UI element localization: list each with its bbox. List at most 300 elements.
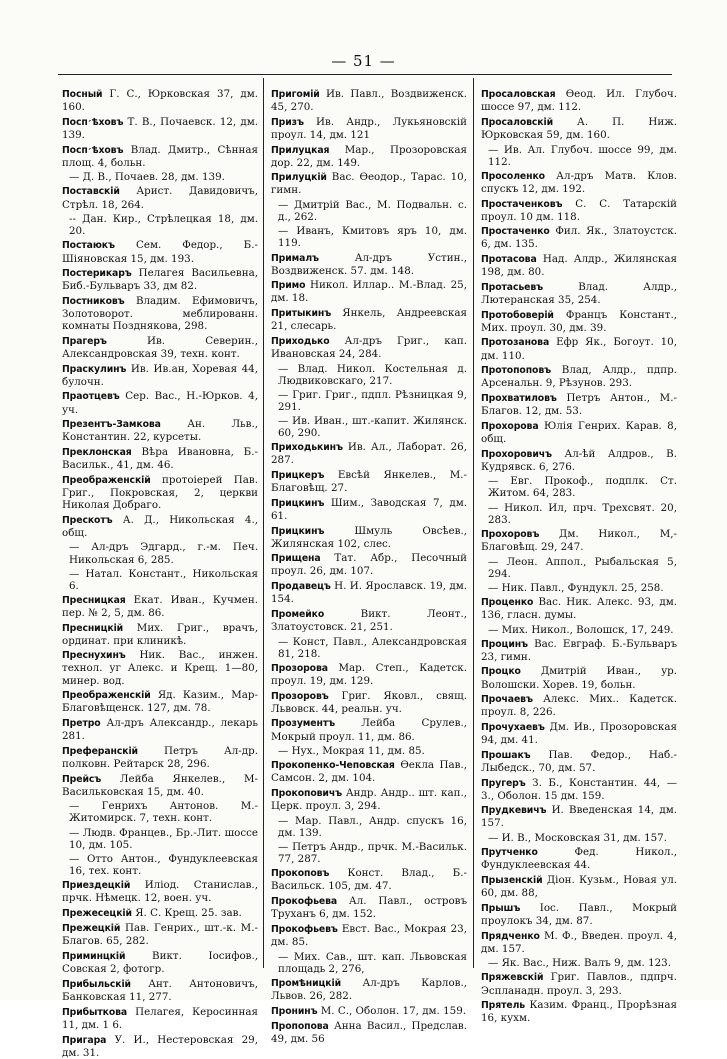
- directory-entry: [271, 923, 467, 948]
- directory-entry: [481, 721, 677, 746]
- directory-entry: [481, 832, 677, 844]
- directory-entry: [62, 213, 258, 237]
- entry-surname: Пригара: [62, 1034, 107, 1046]
- entry-surname: Преферанскій: [62, 745, 138, 757]
- entry-details: — Д. В., Почаев. 28, дм. 139.: [69, 171, 225, 184]
- column-2: [271, 88, 468, 1046]
- entry-details: — Ив. Ал. Глубоч. шоссе 99, дм. 112.: [488, 143, 677, 168]
- entry-surname: Прокоповичъ: [271, 788, 342, 800]
- entry-details: — Генрихъ Антонов. М.-Житомирск. 7, техн. конт.: [69, 800, 258, 825]
- directory-entry: [271, 662, 467, 687]
- directory-entry: [271, 171, 467, 196]
- directory-entry: [62, 950, 258, 975]
- entry-surname: Поставскій: [62, 186, 120, 198]
- entry-details: Вас. Өеодор., Тарас. 10, гимн.: [271, 171, 467, 197]
- entry-surname: Преображенскій: [62, 690, 151, 702]
- entry-details: Ал-дръ Матв. Клов. спускъ 12, дм. 192.: [481, 169, 677, 195]
- directory-entry: [62, 568, 258, 592]
- entry-surname: Приходькинъ: [271, 442, 343, 454]
- entry-details: Лейба Срулев., Мокрый проул. 11, дм. 86.: [271, 717, 467, 743]
- entry-details: Ив. Павл., Воздвиженск. 45, 270.: [271, 88, 467, 114]
- entry-details: Над. Алдр., Жилянская 198, дм. 80.: [481, 253, 677, 279]
- directory-entry: [62, 1034, 258, 1059]
- entry-surname: Праотцевъ: [62, 391, 120, 403]
- entry-details: Ник. Вас., инжен. технол. уг Алекс. и Крещ. 1—80, минер. вод.: [62, 649, 258, 687]
- directory-entry: [271, 636, 467, 660]
- entry-details: Ив. Ал., Лаборат. 26, 287.: [271, 441, 467, 467]
- directory-entry: [271, 759, 467, 784]
- entry-details: Екат. Иван., Кучмен. пер. № 2, 5, дм. 86.: [62, 593, 258, 619]
- directory-entry: [62, 474, 258, 511]
- entry-details: — Иванъ, Кмитовъ яръ 10, дм. 119.: [278, 225, 467, 250]
- entry-surname: Прутченко: [481, 847, 538, 859]
- directory-entry: [62, 446, 258, 471]
- entry-surname: Прохорова: [481, 420, 539, 432]
- entry-details: — Натал. Констант., Никольская 6.: [69, 567, 258, 592]
- directory-entry: [481, 448, 677, 473]
- entry-details: Лейба Янкелев., М-Васильковская 15, дм. 40.: [62, 772, 258, 798]
- entry-surname: Прежецкій: [62, 923, 121, 935]
- entry-surname: Прицкеръ: [271, 469, 325, 481]
- entry-details: — Никол. Ил, прч. Трехсвят. 20, 283.: [488, 501, 677, 526]
- entry-details: Өекла Пав., Самсон. 2, дм. 104.: [271, 759, 467, 785]
- entry-details: — Отто Антон., Фундуклеевская 16, тех. конт.: [69, 852, 258, 877]
- entry-surname: Постаюкъ: [62, 240, 115, 252]
- entry-surname: Прескотъ: [62, 514, 113, 526]
- entry-surname: Продавецъ: [271, 581, 331, 593]
- directory-entry: [481, 556, 677, 580]
- entry-details: — Леон. Аппол., Рыбальская 5, 294.: [488, 555, 677, 580]
- directory-entry: [481, 638, 677, 663]
- directory-entry: [481, 957, 677, 969]
- entry-surname: Преображенскій: [62, 474, 151, 486]
- directory-entry: [62, 239, 258, 264]
- entry-surname: Посп׳ѣховъ: [62, 144, 124, 156]
- entry-details: Алекс. Мих.. Кадетск. проул. 8, 226.: [481, 693, 677, 719]
- entry-surname: Протозанова: [481, 337, 550, 349]
- entry-surname: Постниковъ: [62, 295, 125, 307]
- entry-details: Ал-ѣй Алдров., В. Кудрявск. 6, 276.: [481, 447, 677, 473]
- entry-details: А. П. Ниж. Юрковская 59, дм. 160.: [481, 115, 677, 141]
- entry-details: Пав. Генрих., шт.-к. М.-Благов. 65, 282.: [62, 922, 258, 948]
- entry-surname: Протасова: [481, 254, 537, 266]
- entry-surname: Примо: [271, 280, 306, 292]
- entry-surname: Прочухаевъ: [481, 722, 545, 733]
- directory-entry: [481, 281, 677, 306]
- column-3: [481, 88, 678, 1025]
- entry-details: Ал-дръ Карлов., Львов. 26, 282.: [271, 976, 467, 1002]
- entry-details: Пелагея, Керосинная 11, дм. 1 6.: [62, 1005, 258, 1031]
- directory-entry: [62, 853, 258, 877]
- directory-entry: [271, 895, 467, 920]
- entry-surname: Претро: [62, 718, 101, 729]
- directory-entry: [271, 580, 467, 605]
- entry-details: Янкель, Андреевская 21, слесарь.: [271, 307, 467, 333]
- entry-details: Вас. Евграф. Б.-Бульваръ 23, гимн.: [481, 637, 677, 663]
- directory-entry: [271, 199, 467, 223]
- directory-entry: [62, 185, 258, 210]
- entry-surname: Пряжевскій: [481, 972, 544, 984]
- directory-entry: [481, 749, 677, 774]
- directory-entry: [271, 88, 467, 113]
- directory-entry: [271, 867, 467, 892]
- directory-entry: [271, 441, 467, 466]
- directory-entry: [271, 717, 467, 742]
- entry-details: — Влад. Никол. Костельная д. Людвиковскаго, 217.: [278, 362, 467, 387]
- entry-surname: Пругеръ: [481, 777, 526, 789]
- entry-surname: Прохватиловъ: [481, 393, 557, 404]
- entry-details: — Людв. Францев., Бр.-Лит. шоссе 10, дм. 105.: [69, 826, 258, 851]
- directory-entry: [271, 525, 467, 550]
- entry-surname: Посный: [62, 89, 103, 100]
- entry-details: — Мих. Никол., Волошск, 17, 249.: [488, 623, 674, 636]
- directory-entry: [481, 309, 677, 334]
- entry-details: Конст. Влад., Б.-Васильск. 105, дм. 47.: [271, 867, 467, 893]
- entry-surname: Просоленко: [481, 170, 545, 182]
- entry-details: М. Ф., Введен. проул. 4, дм. 157.: [481, 929, 677, 955]
- entry-details: Вас. Ник. Алекс. 93, дм. 136, гласн. думы.: [481, 595, 677, 621]
- directory-entry: [481, 804, 677, 829]
- entry-details: Т. В., Почаевск. 12, дм. 139.: [62, 115, 258, 141]
- directory-entry: [62, 88, 258, 113]
- entry-surname: Пронинъ: [271, 1005, 318, 1017]
- directory-entry: [481, 846, 677, 871]
- entry-surname: Прокофьевъ: [271, 923, 338, 935]
- column-1: [62, 88, 259, 1059]
- entry-details: З. Б., Константин. 44, — 3., Оболон. 15 дм. 159.: [481, 776, 677, 802]
- entry-details: Тат. Абр., Песочный проул. 26, дм. 107.: [271, 552, 467, 578]
- directory-entry: [62, 541, 258, 565]
- entry-details: Владим. Ефимовичъ, Золотоворот. меблированн. комнаты Позднякова, 298.: [62, 294, 258, 333]
- entry-details: Арист. Давидовичъ, Стрѣл. 18, 264.: [62, 185, 258, 211]
- entry-details: — Як. Вас., Ниж. Валъ 9, дм. 123.: [488, 957, 672, 970]
- directory-entry: [62, 295, 258, 332]
- directory-entry: [481, 420, 677, 445]
- directory-entry: [271, 225, 467, 249]
- directory-entry: [62, 171, 258, 183]
- entry-details: Шмуль Овсѣев., Жилянская 102, слес.: [271, 524, 467, 550]
- directory-entry: [62, 594, 258, 619]
- directory-entry: [62, 773, 258, 798]
- directory-entry: [271, 497, 467, 522]
- entry-surname: Призъ: [271, 116, 304, 128]
- entry-surname: Притыкинъ: [271, 308, 332, 320]
- entry-details: Евст. Вас., Мокрая 23, дм. 85.: [271, 922, 467, 948]
- directory-entry: [62, 800, 258, 824]
- directory-entry: [481, 475, 677, 499]
- directory-entry: [481, 777, 677, 802]
- entry-surname: Прызенскій: [481, 875, 543, 886]
- entry-surname: Приминцкій: [62, 951, 126, 963]
- entry-details: Ал-дръ Григ., кап. Ивановская 24, 284.: [271, 334, 467, 360]
- entry-surname: Прядченко: [481, 930, 540, 942]
- entry-details: Петръ Ал-др. полковн. Рейтарск 28, 296.: [62, 744, 258, 770]
- entry-details: Я. С. Крещ. 25. зав.: [135, 906, 242, 919]
- entry-details: Ан. Льв., Константин. 22, курсеты.: [62, 418, 258, 444]
- entry-details: Ал-дръ Александр., лекарь 281.: [62, 717, 258, 743]
- directory-entry: [481, 198, 677, 223]
- directory-entry: [481, 596, 677, 621]
- column-divider: [473, 78, 474, 968]
- directory-entry: [62, 363, 258, 388]
- directory-entry: [481, 665, 677, 690]
- directory-entry: [481, 336, 677, 361]
- directory-entry: [62, 689, 258, 714]
- entry-details: Пелагея Васильевна, Биб.-Бульваръ 33, дм 82.: [62, 267, 258, 293]
- directory-entry: [62, 144, 258, 169]
- entry-surname: Прагеръ: [62, 335, 107, 347]
- entry-surname: Прицкинъ: [271, 525, 325, 537]
- entry-surname: Прокопенко-Чеповская: [271, 760, 395, 772]
- entry-surname: Протобоверій: [481, 309, 554, 321]
- directory-entry: [271, 841, 467, 865]
- entry-surname: Промейко: [271, 608, 325, 620]
- entry-details: Ив. Андр., Лукьяновскій проул. 14, дм. 121: [271, 115, 467, 141]
- entry-details: — И. В., Московская 31, дм. 157.: [488, 832, 668, 845]
- directory-entry: [481, 624, 677, 636]
- entry-details: Яд. Казим., Мар-Благовѣщенск. 127, дм. 78.: [62, 689, 258, 715]
- directory-entry: [481, 874, 677, 899]
- entry-details: — Дмитрій Вас., М. Подвальн. с. д., 262.: [278, 199, 467, 224]
- entry-details: Викт. Іосифов., Совская 2, фотогр.: [62, 950, 258, 976]
- entry-details: Иліод. Станислав., прчк. Нѣмецк. 12, воен. уч.: [62, 878, 258, 904]
- entry-surname: Прозорова: [271, 662, 328, 674]
- directory-entry: [271, 977, 467, 1002]
- directory-entry: [481, 144, 677, 168]
- entry-details: — Евг. Прокоф., подплк. Ст. Житом. 64, 283.: [488, 475, 677, 500]
- entry-surname: Проценко: [481, 596, 534, 608]
- entry-surname: Просаловскій: [481, 116, 554, 128]
- entry-details: Фил. Як., Златоустск. 6, дм. 135.: [481, 225, 677, 251]
- entry-surname: Прудкевичъ: [481, 805, 547, 817]
- entry-details: Ант. Антоновичъ, Банковская 11, 277.: [62, 977, 258, 1004]
- directory-entry: [62, 649, 258, 686]
- entry-details: И. Введенская 14, дм. 157.: [481, 804, 677, 830]
- entry-surname: Прохоровъ: [481, 528, 540, 540]
- entry-surname: Прокоповъ: [271, 868, 330, 880]
- entry-details: Шим., Заводская 7, дм. 61.: [271, 496, 467, 522]
- entry-details: — Нух., Мокрая 11, дм. 85.: [278, 745, 425, 758]
- entry-surname: Посп׳ѣховъ: [62, 116, 124, 128]
- directory-entry: [271, 951, 467, 975]
- entry-surname: Пропопова: [271, 1021, 329, 1033]
- directory-entry: [271, 335, 467, 360]
- entry-surname: Прышъ: [481, 902, 521, 914]
- directory-entry: [271, 690, 467, 715]
- entry-details: — Ал-дръ Эдгард., г.-м. Печ. Никольская 6, 285.: [69, 541, 258, 566]
- entry-surname: Пригомій: [271, 89, 320, 100]
- page-number: — 51 —: [331, 52, 396, 70]
- entry-surname: Преснухинъ: [62, 650, 126, 662]
- entry-details: Н. И. Ярославск. 19, дм. 154.: [271, 580, 468, 606]
- entry-surname: Праскулинъ: [62, 363, 127, 375]
- entry-details: — Ник. Павл., Фундукл. 25, 258.: [488, 581, 664, 594]
- directory-entry: [271, 363, 467, 387]
- directory-entry: [271, 469, 467, 494]
- entry-details: Евсѣй Янкелев., М.-Благовѣщ. 27.: [271, 468, 467, 495]
- entry-surname: Протопоповъ: [481, 365, 551, 377]
- directory-entry: [62, 335, 258, 360]
- entry-surname: Прокофьева: [271, 896, 338, 907]
- directory-entry: [62, 514, 258, 539]
- directory-entry: [62, 827, 258, 851]
- entry-details: Г. С., Юрковская 37, дм. 160.: [62, 88, 258, 114]
- entry-surname: Простаченко: [481, 226, 550, 238]
- entry-details: Мих. Григ., врачъ, ординат. при клиникѣ.: [62, 621, 258, 647]
- directory-entry: [62, 622, 258, 647]
- entry-surname: Протасьевъ: [481, 281, 544, 293]
- entry-details: Ив. Ив.ан, Хоревая 44, булочн.: [62, 362, 259, 388]
- entry-details: Григ. Яковл., свящ. Львовск. 44, реальн. уч.: [271, 689, 467, 715]
- entry-surname: Прозоровъ: [271, 690, 329, 702]
- directory-entry: [62, 907, 258, 920]
- entry-details: М. С., Оболон. 17, дм. 159.: [320, 1004, 467, 1017]
- directory-entry: [271, 279, 467, 304]
- column-divider: [263, 78, 264, 968]
- entry-details: Казим. Франц., Прорѣзная 16, кухм.: [481, 999, 677, 1025]
- directory-entry: [62, 978, 258, 1003]
- directory-entry: [271, 1020, 467, 1045]
- directory-entry: [481, 392, 677, 417]
- entry-details: Григ. Павлов., пдпрч. Эспланадн. проул. 3, 293.: [481, 971, 677, 997]
- entry-details: Пав. Федор., Наб.-Лыбедск., 70, дм. 57.: [481, 748, 677, 774]
- directory-entry: [62, 267, 258, 292]
- directory-entry: [62, 390, 258, 415]
- entry-surname: Прищена: [271, 553, 321, 565]
- entry-details: протоіерей Пав. Григ., Покровская, 2, церкви Николая Добраго.: [62, 473, 258, 511]
- directory-entry: [271, 1005, 467, 1018]
- entry-details: Дм. Ив., Прозоровская 94, дм. 41.: [481, 721, 677, 747]
- directory-entry: [62, 879, 258, 904]
- directory-entry: [481, 930, 677, 955]
- entry-details: У. И., Нестеровская 29, дм. 31.: [62, 1033, 258, 1059]
- entry-details: — Григ. Григ., пдпл. Рѣзницкая 9, 291.: [278, 388, 467, 413]
- directory-entry: [62, 1006, 258, 1031]
- entry-details: Никол. Иллар.. М.-Влад. 25, дм. 18.: [271, 279, 467, 305]
- directory-entry: [481, 502, 677, 526]
- directory-entry: [271, 745, 467, 757]
- entry-details: — Конст, Павл., Александровская 81, 218.: [278, 635, 467, 660]
- directory-entry: [271, 608, 467, 633]
- directory-entry: [481, 582, 677, 594]
- directory-entry: [481, 364, 677, 389]
- entry-details: Фед. Никол., Фундуклеевская 44.: [481, 846, 677, 872]
- entry-details: Мар. Степ., Кадетск. проул. 19, дм. 129.: [271, 661, 467, 687]
- directory-entry: [271, 144, 467, 169]
- directory-entry: [271, 252, 467, 277]
- entry-surname: Прозументъ: [271, 718, 335, 730]
- entry-surname: Промѣницкій: [271, 977, 342, 989]
- directory-entry: [62, 116, 258, 141]
- entry-surname: Процинъ: [481, 638, 528, 650]
- entry-surname: Прохоровичъ: [481, 448, 552, 460]
- entry-surname: Прибыльскій: [62, 978, 131, 990]
- entry-details: — Мих. Сав., шт. кап. Львовская площадь 2, 276,: [278, 950, 467, 975]
- entry-details: Влад, Алдр., пдпр. Арсенальн. 9, Рѣзунов. 293.: [481, 364, 677, 390]
- directory-entry: [481, 693, 677, 718]
- entry-details: Сер. Вас., Н.-Юрков. 4, уч.: [62, 390, 258, 416]
- entry-surname: Просаловская: [481, 89, 556, 100]
- entry-surname: Презентъ-Замкова: [62, 419, 161, 431]
- directory-entry: [481, 88, 677, 113]
- entry-details: Викт. Леонт., Златоустовск. 21, 251.: [271, 607, 467, 633]
- directory-entry: [271, 415, 467, 439]
- entry-surname: Прейсъ: [62, 773, 102, 785]
- directory-entry: [271, 815, 467, 839]
- directory-entry: [481, 116, 677, 141]
- entry-surname: Прошакъ: [481, 749, 531, 761]
- directory-entry: [481, 999, 677, 1024]
- directory-entry: [62, 745, 258, 770]
- directory-entry: [271, 116, 467, 141]
- entry-details: Юлія Генрих. Карав. 8, общ.: [481, 419, 677, 445]
- entry-details: Францъ Констант., Мих. проул. 30, дм. 39.: [481, 308, 677, 334]
- entry-details: С. С. Татарскій проул. 10 дм. 118.: [481, 197, 677, 223]
- entry-details: Сем. Федор., Б.-Шіяновская 15, дм. 193.: [62, 239, 258, 265]
- entry-details: Дмитрій Иван., ур. Волошски. Хорев. 19, больн.: [481, 665, 678, 691]
- directory-entry: [481, 170, 677, 195]
- entry-details: Ал. Павл., островъ Труханъ 6, дм. 152.: [271, 895, 467, 921]
- directory-entry: [62, 922, 258, 947]
- directory-entry: [481, 253, 677, 278]
- entry-surname: Процко: [481, 666, 521, 678]
- entry-details: Дм. Никол., М,-Благовѣщ. 29, 247.: [481, 527, 678, 553]
- entry-surname: Постерикаръ: [62, 268, 132, 280]
- header-rule: [58, 74, 672, 75]
- directory-entry: [271, 389, 467, 413]
- entry-surname: Пресницкая: [62, 594, 126, 606]
- entry-details: Мар., Прозоровская дор. 22, дм. 149.: [271, 143, 467, 169]
- entry-surname: Пресницкій: [62, 622, 124, 634]
- directory-entry: [481, 971, 677, 996]
- entry-surname: Прималъ: [271, 252, 319, 264]
- entry-details: Ив. Северин., Александровская 39, техн. конт.: [62, 334, 258, 360]
- entry-surname: Прилуцкая: [271, 144, 330, 156]
- directory-entry: [481, 225, 677, 250]
- entry-surname: Прибыткова: [62, 1006, 128, 1018]
- entry-details: Өеод. Ил. Глубоч. шоссе 97, дм. 112.: [481, 88, 677, 114]
- entry-surname: Прицкинъ: [271, 497, 325, 509]
- entry-details: Влад. Дмитр., Сѣнная площ. 4, больн.: [62, 143, 258, 169]
- entry-surname: Приходько: [271, 335, 330, 347]
- entry-details: Анна Васил., Предслав. 49, дм. 56: [271, 1020, 467, 1046]
- entry-details: Андр. Андр.. шт. кап., Церк. проул. 3, 294.: [271, 787, 467, 813]
- entry-details: Влад. Алдр., Лютеранская 35, 254.: [481, 280, 677, 306]
- entry-surname: Прежесецкій: [62, 907, 132, 919]
- entry-surname: Приездецкій: [62, 879, 131, 891]
- directory-entry: [62, 717, 258, 742]
- entry-surname: Прилуцкій: [271, 172, 327, 184]
- entry-details: Ефр Як., Богоут. 10, дм. 110.: [481, 336, 677, 362]
- entry-details: Вѣра Ивановна, Б.-Васильк., 41, дм. 46.: [62, 445, 258, 472]
- directory-entry: [271, 552, 467, 577]
- entry-details: -- Дан. Кир., Стрѣлецкая 18, дм. 20.: [69, 213, 258, 238]
- directory-entry: [271, 307, 467, 332]
- directory-entry: [481, 902, 677, 927]
- entry-surname: Прочаевъ: [481, 694, 533, 706]
- entry-details: Петръ Антон., М.-Благов. 12, дм. 53.: [481, 392, 677, 418]
- entry-details: Ал-дръ Устин., Воздвиженск. 57. дм. 148.: [271, 251, 467, 277]
- entry-details: Іос. Павл., Мокрый проулокъ 34, дм. 87.: [481, 901, 678, 927]
- entry-details: Діон. Кузьм., Новая ул. 60, дм. 88,: [481, 874, 678, 900]
- directory-entry: [62, 418, 258, 443]
- entry-surname: Преклонская: [62, 446, 132, 458]
- directory-entry: [271, 787, 467, 812]
- entry-surname: Прятель: [481, 1000, 526, 1012]
- entry-details: А. Д., Никольская 4., общ.: [62, 513, 258, 539]
- entry-surname: Простаченковъ: [481, 198, 563, 210]
- entry-details: — Ив. Иван., шт.-капит. Жилянск. 60, 290.: [278, 415, 467, 440]
